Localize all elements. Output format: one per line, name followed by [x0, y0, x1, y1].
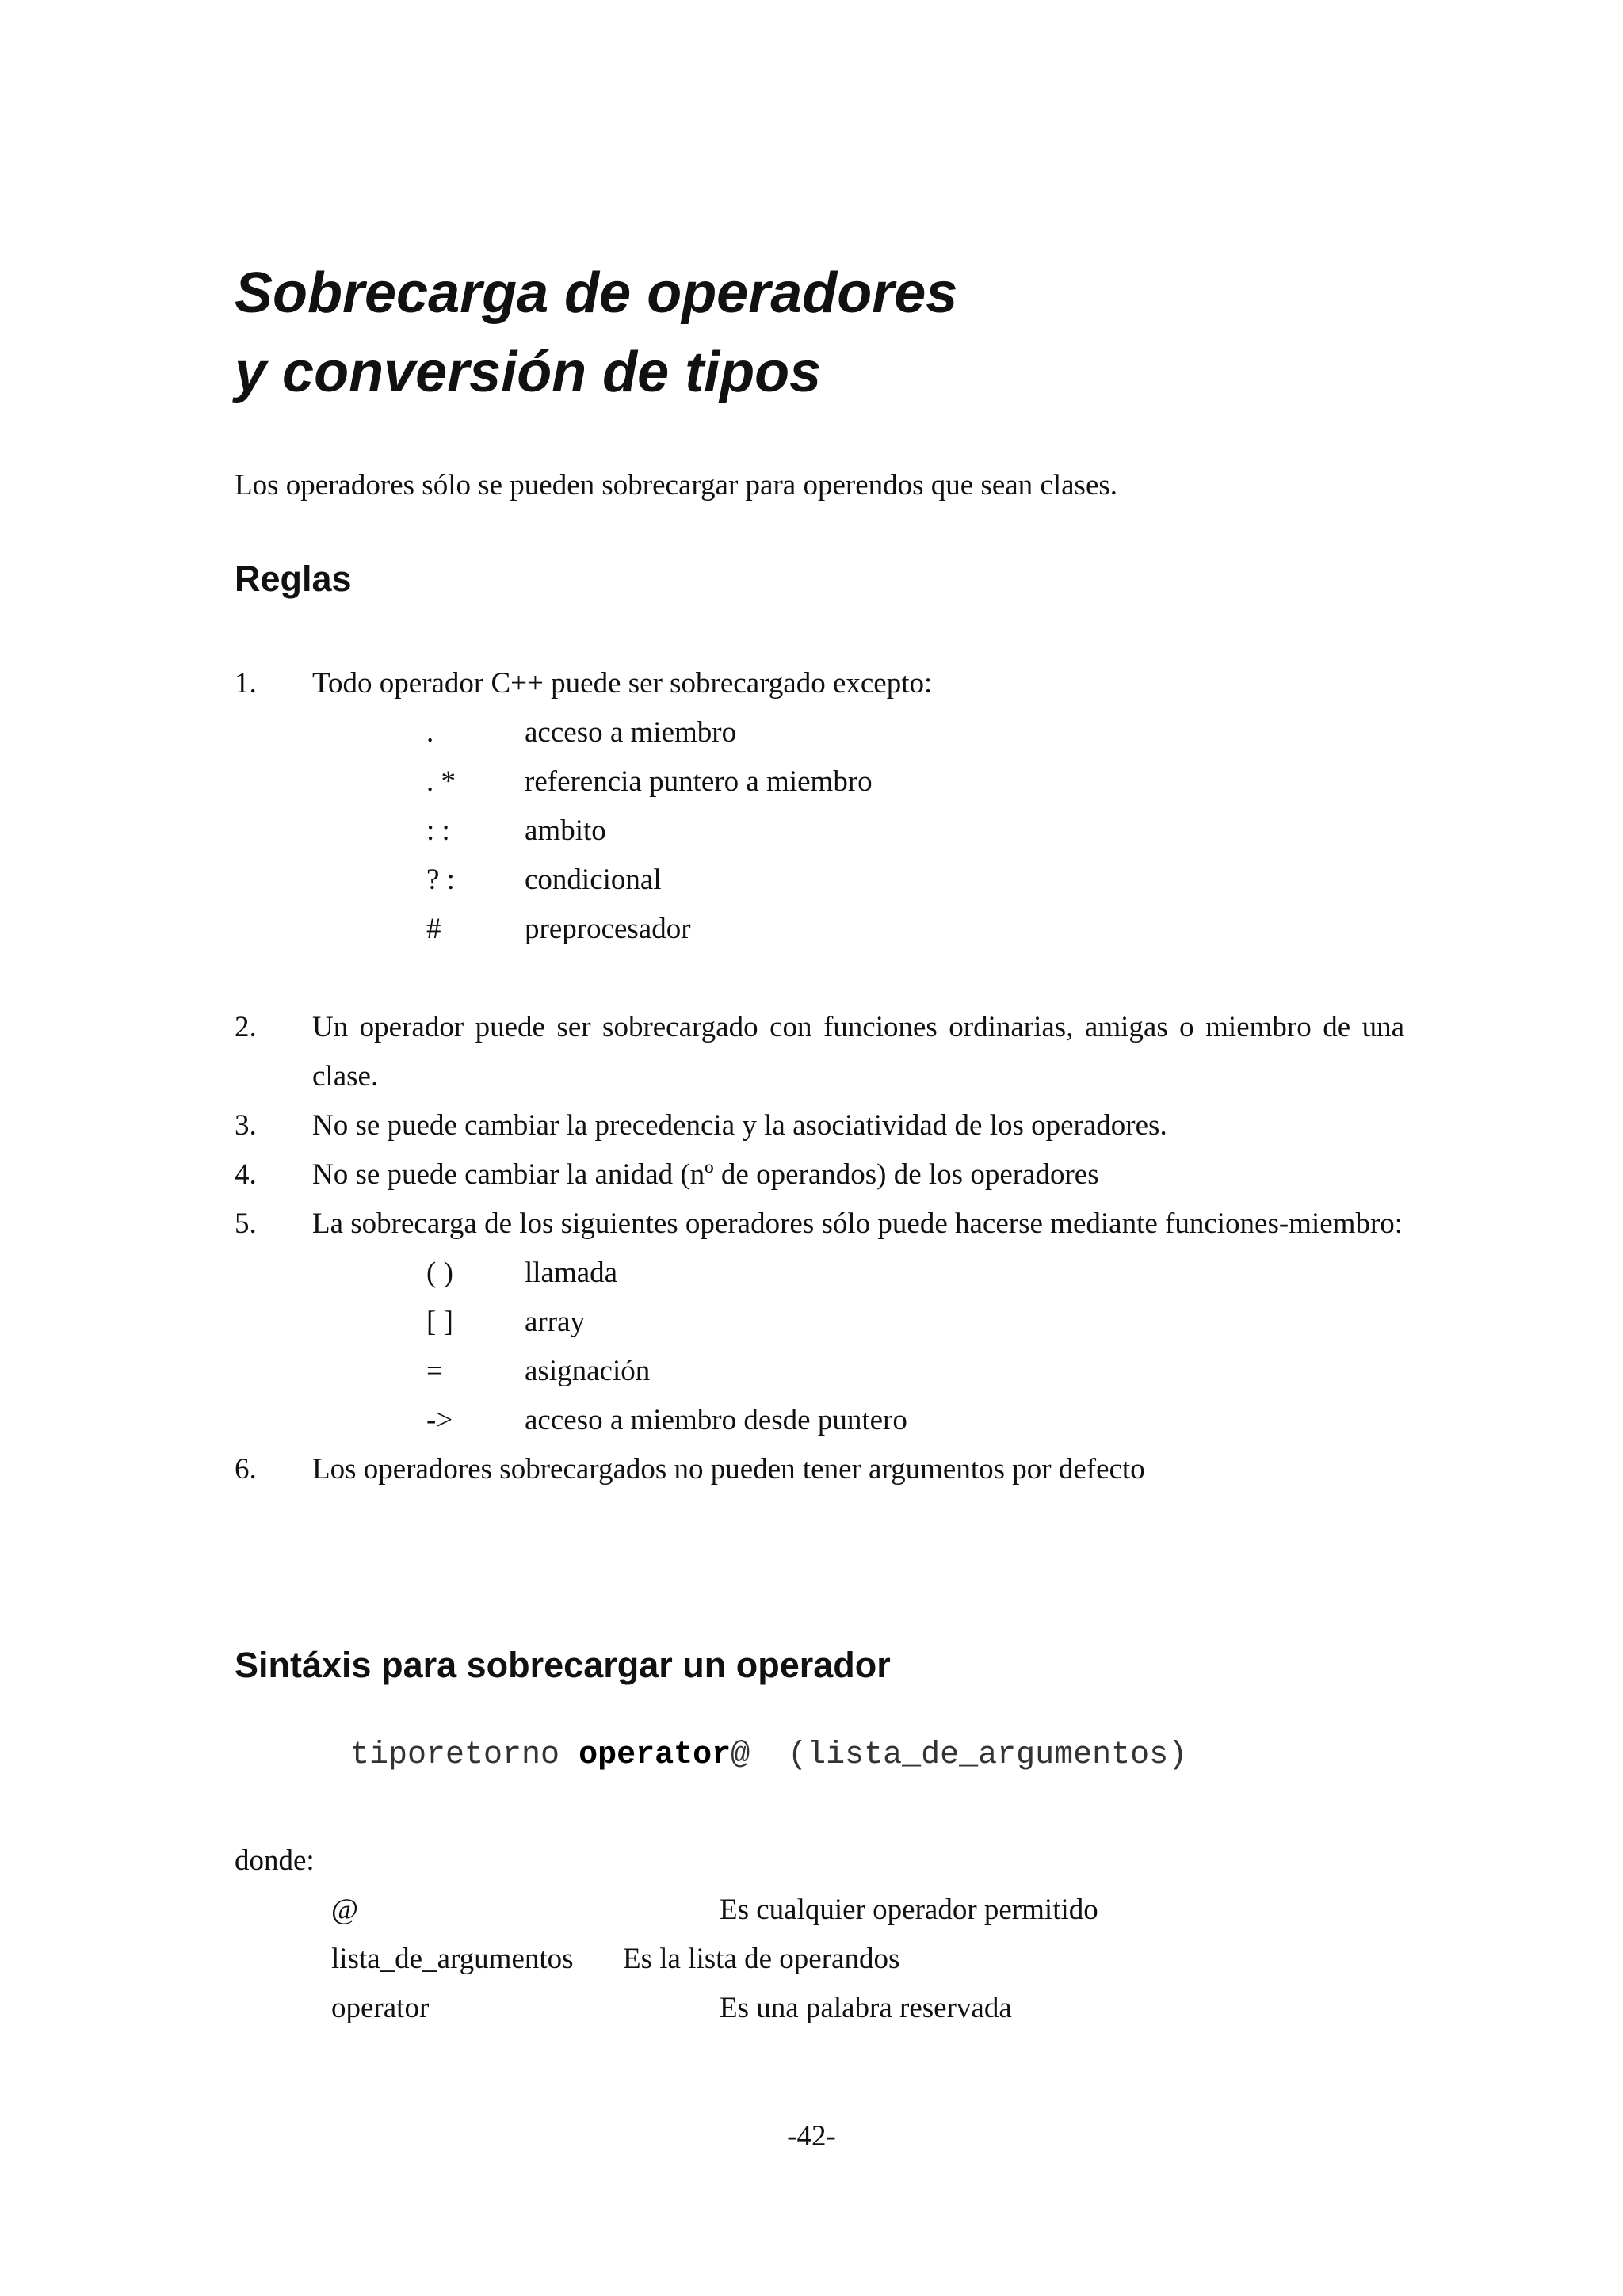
operator-description: array [525, 1306, 585, 1338]
operator-description: ambito [525, 814, 606, 847]
definition-term: lista_de_argumentos [331, 1943, 574, 1975]
operator-row [426, 807, 1404, 856]
title-line-2: y conversión de tipos [235, 341, 822, 404]
operator-description: asignación [525, 1355, 651, 1387]
operator-description: condicional [525, 864, 662, 896]
syntax-heading: Sintáxis para sobrecargar un operador [235, 1645, 891, 1685]
syntax-return-type: tiporetorno [350, 1737, 560, 1773]
operator-description: acceso a miembro desde puntero [525, 1404, 907, 1436]
syntax-code [350, 1732, 1187, 1779]
rules-heading: Reglas [235, 559, 352, 599]
rules-list [235, 659, 1404, 1494]
operator-row [426, 708, 1404, 757]
rule-number: 1. [235, 667, 257, 700]
operator-row [426, 1249, 1404, 1298]
rule-text: No se puede cambiar la anidad (nº de operandos) de los operadores [312, 1158, 1099, 1191]
rule-item [235, 1003, 1404, 1101]
operator-symbol: ? : [426, 864, 455, 896]
definition-term: @ [331, 1894, 359, 1926]
excluded-operators-list [426, 708, 1404, 954]
operator-row [426, 1396, 1404, 1445]
operator-row [426, 1347, 1404, 1396]
rule-text: La sobrecarga de los siguientes operadores sólo puede hacerse mediante funciones-miembro: [312, 1207, 1403, 1240]
definition-description: Es cualquier operador permitido [720, 1894, 1098, 1926]
rule-item [235, 1445, 1404, 1494]
page-number: -42- [787, 2120, 836, 2153]
member-only-operators-list [426, 1249, 1404, 1445]
operator-row [426, 1298, 1404, 1347]
rule-number: 2. [235, 1011, 257, 1043]
operator-description: llamada [525, 1257, 618, 1289]
rule-number: 3. [235, 1109, 257, 1142]
operator-description: preprocesador [525, 913, 691, 945]
operator-symbol: [ ] [426, 1306, 453, 1338]
rule-item [235, 1101, 1404, 1150]
rule-text: Un operador puede ser sobrecargado con funciones ordinarias, amigas o miembro de una clase. [312, 1011, 1404, 1093]
rule-item [235, 1150, 1404, 1199]
operator-symbol: . * [426, 765, 456, 798]
operator-row [426, 757, 1404, 807]
donde-label: donde: [235, 1844, 315, 1877]
rule-number: 5. [235, 1207, 257, 1240]
operator-description: referencia puntero a miembro [525, 765, 873, 798]
rule-item [235, 659, 1404, 708]
rule-text: Los operadores sobrecargados no pueden tener argumentos por defecto [312, 1453, 1145, 1486]
rule-number: 4. [235, 1158, 257, 1191]
rule-item [235, 1199, 1404, 1249]
syntax-keyword: operator [579, 1737, 731, 1773]
page-title [235, 254, 957, 412]
operator-symbol: ( ) [426, 1257, 453, 1289]
operator-symbol: : : [426, 814, 450, 847]
operator-symbol: = [426, 1355, 443, 1387]
intro-paragraph: Los operadores sólo se pueden sobrecargar para operendos que sean clases. [235, 469, 1118, 502]
definition-description: Es la lista de operandos [623, 1943, 900, 1975]
definition-term: operator [331, 1992, 430, 2024]
operator-symbol: # [426, 913, 441, 945]
syntax-rest: @ (lista_de_argumentos) [731, 1737, 1188, 1773]
operator-row [426, 856, 1404, 905]
rule-number: 6. [235, 1453, 257, 1486]
definition-description: Es una palabra reservada [720, 1992, 1012, 2024]
rule-text: No se puede cambiar la precedencia y la asociatividad de los operadores. [312, 1109, 1167, 1142]
operator-description: acceso a miembro [525, 716, 737, 749]
operator-symbol: . [426, 716, 434, 749]
operator-row [426, 905, 1404, 954]
rule-text: Todo operador C++ puede ser sobrecargado excepto: [312, 667, 933, 700]
operator-symbol: -> [426, 1404, 453, 1436]
title-line-1: Sobrecarga de operadores [235, 261, 958, 325]
